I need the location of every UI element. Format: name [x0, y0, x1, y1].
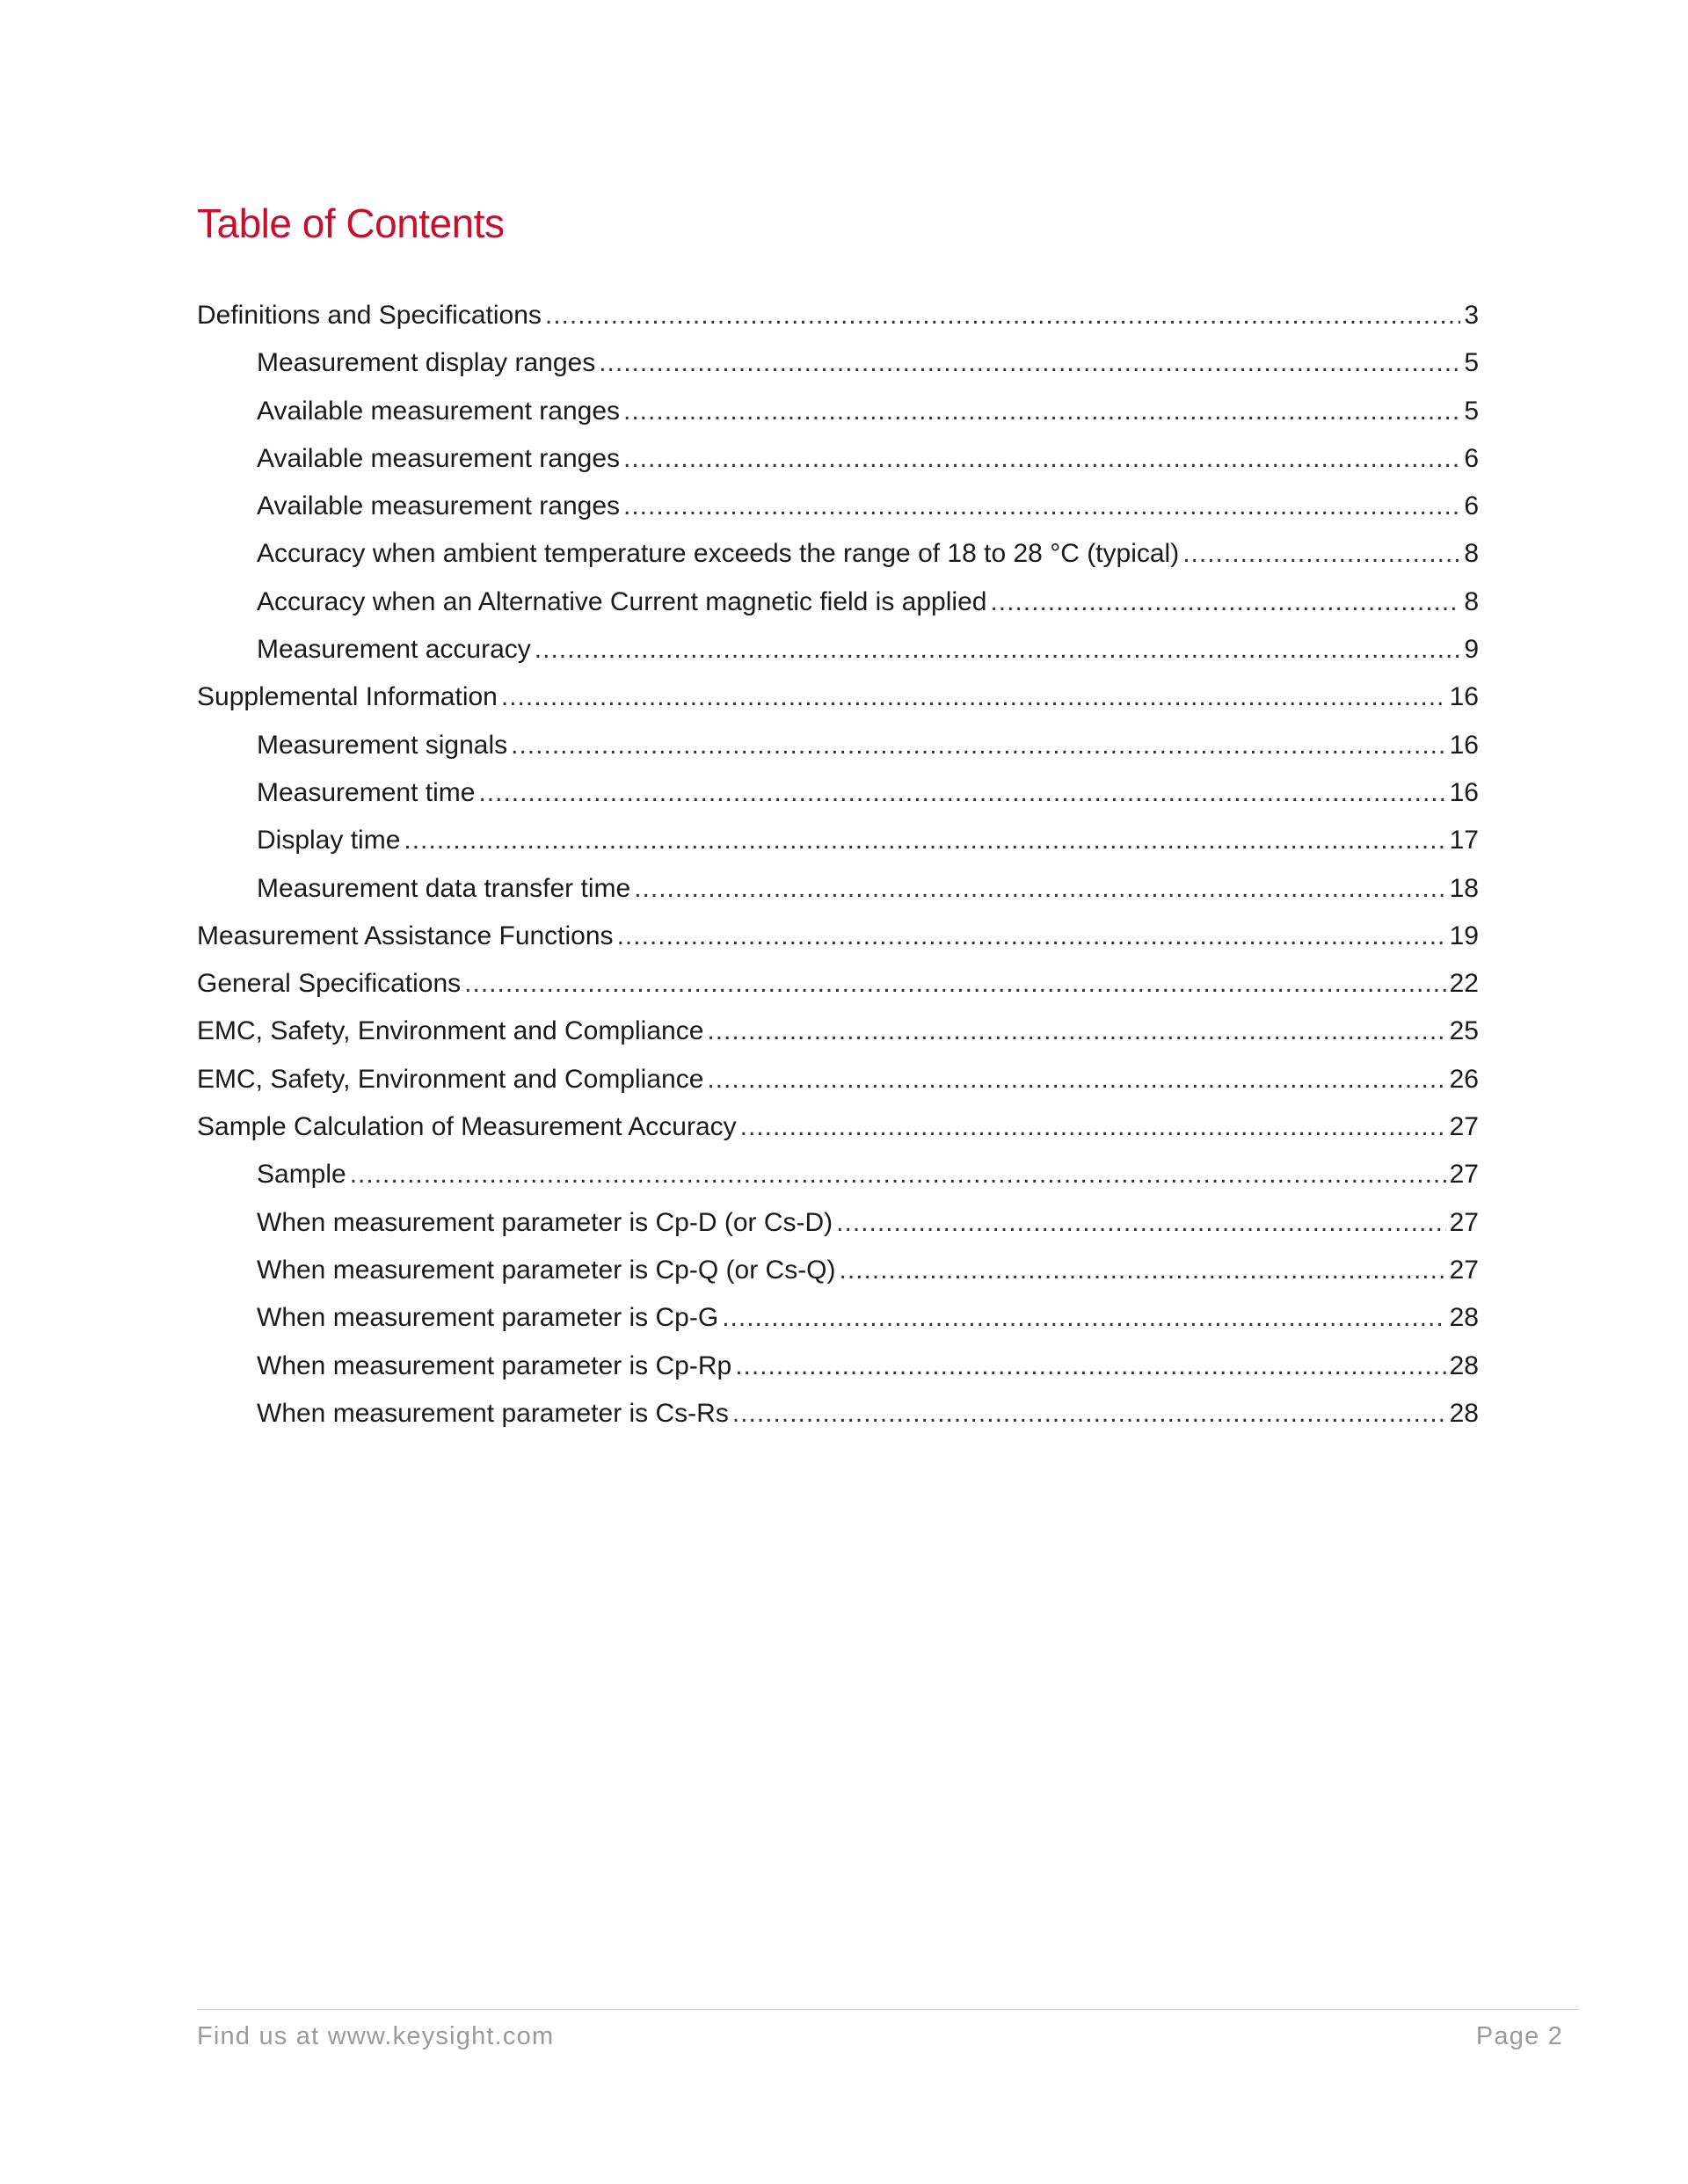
toc-entry[interactable]	[197, 960, 1479, 1008]
toc-entry[interactable]	[197, 339, 1479, 387]
toc-entry-page-number: 27	[1449, 1112, 1479, 1142]
toc-entry[interactable]	[197, 769, 1479, 817]
toc-entry[interactable]	[197, 579, 1479, 626]
toc-dot-leader	[511, 722, 1445, 769]
toc-dot-leader	[990, 579, 1460, 626]
toc-dot-leader	[840, 1247, 1446, 1294]
toc-entry-label: EMC, Safety, Environment and Compliance	[197, 1064, 704, 1094]
toc-entry-page-number: 27	[1449, 1207, 1479, 1237]
footer-divider	[197, 2009, 1579, 2010]
toc-entry-label: Available measurement ranges	[257, 443, 621, 473]
toc-entry[interactable]	[197, 722, 1479, 769]
toc-entry-page-number: 3	[1464, 301, 1479, 330]
toc-dot-leader	[599, 339, 1460, 387]
toc-entry[interactable]	[197, 1103, 1479, 1151]
toc-entry-label: Accuracy when an Alternative Current magnetic field is applied	[257, 586, 987, 616]
page-title: Table of Contents	[197, 200, 505, 246]
toc-entry-label: Measurement accuracy	[257, 635, 531, 665]
toc-entry-label: Measurement Assistance Functions	[197, 921, 614, 950]
toc-dot-leader	[545, 292, 1460, 339]
toc-entry-label: Measurement display ranges	[257, 348, 596, 378]
toc-entry-page-number: 25	[1449, 1016, 1479, 1046]
toc-entry-page-number: 8	[1464, 539, 1479, 569]
toc-entry-page-number: 26	[1449, 1064, 1479, 1094]
footer-website: Find us at www.keysight.com	[197, 2022, 555, 2050]
toc-entry[interactable]	[197, 1008, 1479, 1055]
toc-entry-page-number: 9	[1464, 635, 1479, 665]
toc-entry-label: EMC, Safety, Environment and Compliance	[197, 1016, 704, 1046]
footer-page-number: Page 2	[1475, 2022, 1563, 2050]
toc-entry-page-number: 17	[1449, 826, 1479, 855]
toc-entry[interactable]	[197, 483, 1479, 530]
toc-entry-label: When measurement parameter is Cp-Rp	[257, 1350, 732, 1380]
toc-entry-label: Sample Calculation of Measurement Accuracy	[197, 1112, 737, 1142]
toc-dot-leader	[350, 1151, 1446, 1198]
toc-entry[interactable]	[197, 1247, 1479, 1294]
toc-entry-page-number: 8	[1464, 586, 1479, 616]
toc-dot-leader	[478, 769, 1445, 817]
toc-entry-page-number: 19	[1449, 921, 1479, 950]
toc-entry[interactable]	[197, 1390, 1479, 1438]
toc-entry-page-number: 28	[1449, 1303, 1479, 1333]
toc-entry-label: When measurement parameter is Cp-Q (or Cs-Q)	[257, 1255, 836, 1285]
toc-entry-page-number: 28	[1449, 1398, 1479, 1428]
toc-entry[interactable]	[197, 1343, 1479, 1390]
toc-entry-label: Accuracy when ambient temperature exceeds the range of 18 to 28 °C (typical)	[257, 539, 1180, 569]
toc-entry-label: When measurement parameter is Cp-G	[257, 1303, 719, 1333]
toc-entry-page-number: 5	[1464, 396, 1479, 426]
toc-entry[interactable]	[197, 913, 1479, 960]
toc-entry[interactable]	[197, 1199, 1479, 1247]
toc-entry-label: Available measurement ranges	[257, 396, 621, 426]
toc-dot-leader	[735, 1343, 1445, 1390]
toc-entry-label: Definitions and Specifications	[197, 301, 542, 330]
toc-entry[interactable]	[197, 1056, 1479, 1103]
toc-entry-label: Display time	[257, 826, 401, 855]
toc-entry-label: Supplemental Information	[197, 682, 498, 712]
toc-entry-page-number: 16	[1449, 682, 1479, 712]
toc-entry-page-number: 16	[1449, 777, 1479, 807]
toc-dot-leader	[1182, 530, 1460, 578]
toc-entry-page-number: 5	[1464, 348, 1479, 378]
toc-dot-leader	[464, 960, 1445, 1008]
toc-dot-leader	[722, 1294, 1445, 1342]
toc-entry-page-number: 16	[1449, 730, 1479, 760]
toc-dot-leader	[836, 1199, 1445, 1247]
toc-entry-label: General Specifications	[197, 969, 462, 999]
toc-entry[interactable]	[197, 388, 1479, 435]
toc-entry-page-number: 28	[1449, 1350, 1479, 1380]
toc-entry-page-number: 27	[1449, 1160, 1479, 1190]
toc-entry-page-number: 22	[1449, 969, 1479, 999]
toc-entry-label: Measurement time	[257, 777, 476, 807]
toc-dot-leader	[617, 913, 1446, 960]
toc-entry-page-number: 6	[1464, 491, 1479, 521]
toc-entry[interactable]	[197, 1151, 1479, 1198]
toc-dot-leader	[634, 865, 1445, 913]
toc-entry-page-number: 6	[1464, 443, 1479, 473]
toc-entry-label: Available measurement ranges	[257, 491, 621, 521]
toc-entry-page-number: 27	[1449, 1255, 1479, 1285]
toc-dot-leader	[740, 1103, 1446, 1151]
toc-entry[interactable]	[197, 530, 1479, 578]
toc-entry[interactable]	[197, 673, 1479, 721]
toc-entry[interactable]	[197, 435, 1479, 483]
toc-dot-leader	[707, 1008, 1445, 1055]
toc-entry-label: When measurement parameter is Cs-Rs	[257, 1398, 729, 1428]
toc-dot-leader	[623, 483, 1460, 530]
toc-dot-leader	[732, 1390, 1446, 1438]
toc-entry[interactable]	[197, 817, 1479, 864]
table-of-contents	[197, 292, 1479, 1438]
toc-entry[interactable]	[197, 292, 1479, 339]
toc-dot-leader	[623, 388, 1460, 435]
toc-dot-leader	[501, 673, 1446, 721]
toc-entry-label: Measurement data transfer time	[257, 873, 631, 903]
toc-entry-label: Sample	[257, 1160, 346, 1190]
toc-entry[interactable]	[197, 1294, 1479, 1342]
toc-entry-label: Measurement signals	[257, 730, 508, 760]
toc-entry[interactable]	[197, 865, 1479, 913]
toc-dot-leader	[535, 626, 1461, 673]
toc-entry-label: When measurement parameter is Cp-D (or Cs-D)	[257, 1207, 833, 1237]
toc-entry[interactable]	[197, 626, 1479, 673]
toc-entry-page-number: 18	[1449, 873, 1479, 903]
toc-dot-leader	[404, 817, 1445, 864]
toc-dot-leader	[707, 1056, 1445, 1103]
toc-dot-leader	[623, 435, 1460, 483]
